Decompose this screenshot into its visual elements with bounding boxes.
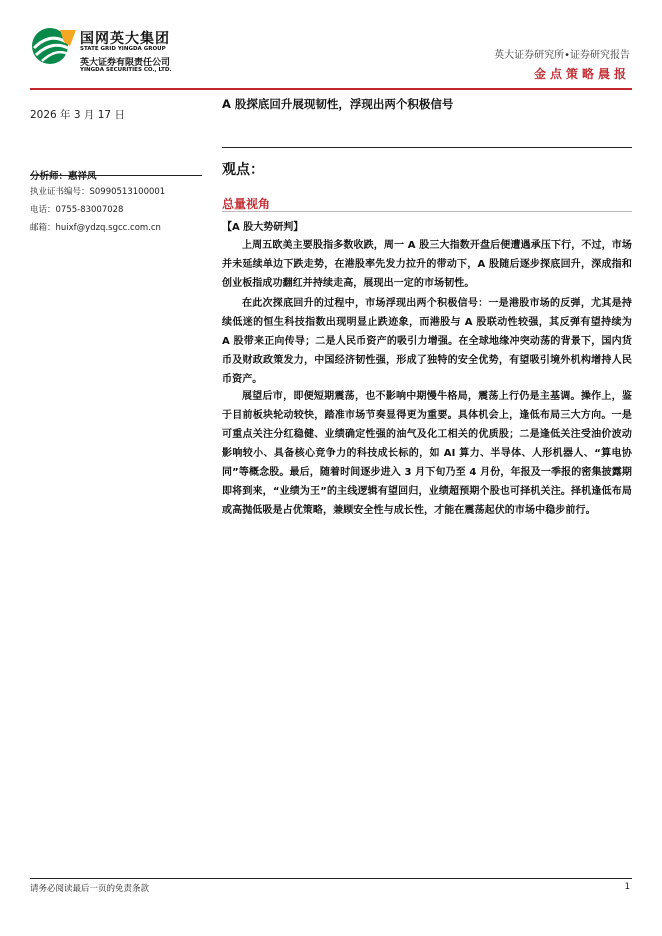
logo-group-name-en: STATE GRID YINGDA GROUP	[80, 46, 166, 52]
analyst-license: 执业证书编号：S0990513100001	[30, 187, 166, 197]
footer-divider	[30, 878, 632, 879]
logo-company-name-cn: 英大证券有限责任公司	[80, 58, 171, 68]
company-logo	[30, 26, 220, 82]
page-number: 1	[624, 882, 630, 892]
body-paragraph-3: 展望后市，即便短期震荡，也不影响中期慢牛格局，震荡上行仍是主基调。操作上，鉴于目前板块轮动较快，踏准市场节奏显得更为重要。具体机会上，逢低布局三大方向。一是可重点关注分红稳健、业绩确定性强的油气及化工相关的优质股；二是逢低关注受油价波动影响较小、具备核心竞争力的科技成长标的，如 AI 算力、半导体、人形机器人、“算电协同”等概念股。最后，随着时间逐步进入 3 月下旬乃至 4 月份，年报及一季报的密集披露期即将到来，“业绩为王”的主线逻辑有望回归，业绩超预期个股也可择机关注。择机逢低布局或高抛低吸是占优策略，兼顾安全性与成长性，才能在震荡起伏的市场中稳步前行。	[222, 391, 632, 516]
report-series-title: 金点策略晨报	[533, 67, 630, 81]
analyst-name: 分析师：惠祥凤	[30, 171, 97, 182]
institute-label: 英大证券研究所•证券研究报告	[494, 50, 630, 61]
analyst-email[interactable]: 邮箱：huixf@ydzq.sgcc.com.cn	[30, 223, 161, 233]
section-divider	[222, 211, 632, 212]
analyst-divider	[30, 175, 202, 176]
report-date: 2026 年 3 月 17 日	[30, 109, 125, 121]
title-divider	[222, 147, 632, 148]
logo-company-name-en: YINGDA SECURITIES CO., LTD.	[80, 67, 172, 73]
viewpoint-heading: 观点：	[222, 162, 264, 178]
analyst-phone: 电话：0755-83007028	[30, 205, 124, 215]
section-title: 总量视角	[222, 197, 271, 211]
logo-group-name-cn: 国网英大集团	[80, 31, 170, 47]
body-paragraph-1: 上周五欧美主要股指多数收跌，周一 A 股三大指数开盘后便遭遇承压下行，不过，市场并未延续单边下跌走势，在港股率先发力拉升的带动下，A 股随后逐步探底回升，深成指和创业板指成功翻红并持续走高，展现出一定的市场韧性。	[222, 240, 632, 289]
header-divider	[30, 88, 632, 90]
state-grid-logo-icon	[30, 26, 78, 66]
footer-disclaimer-note: 请务必阅读最后一页的免责条款	[30, 884, 150, 894]
body-paragraph-2: 在此次探底回升的过程中，市场浮现出两个积极信号：一是港股市场的反弹，尤其是持续低迷的恒生科技指数出现明显止跌迹象，而港股与 A 股联动性较强，其反弹有望持续为 A 股带来正向传导；二是人民币资产的吸引力增强。在全球地缘冲突动荡的背景下，国内货币及财政政策发力，中国经济韧性强，形成了独特的安全优势，有望吸引境外机构增持人民币资产。	[222, 298, 632, 385]
report-title: A 股探底回升展现韧性，浮现出两个积极信号	[222, 97, 454, 111]
section-subhead: 【A 股大势研判】	[222, 222, 304, 233]
